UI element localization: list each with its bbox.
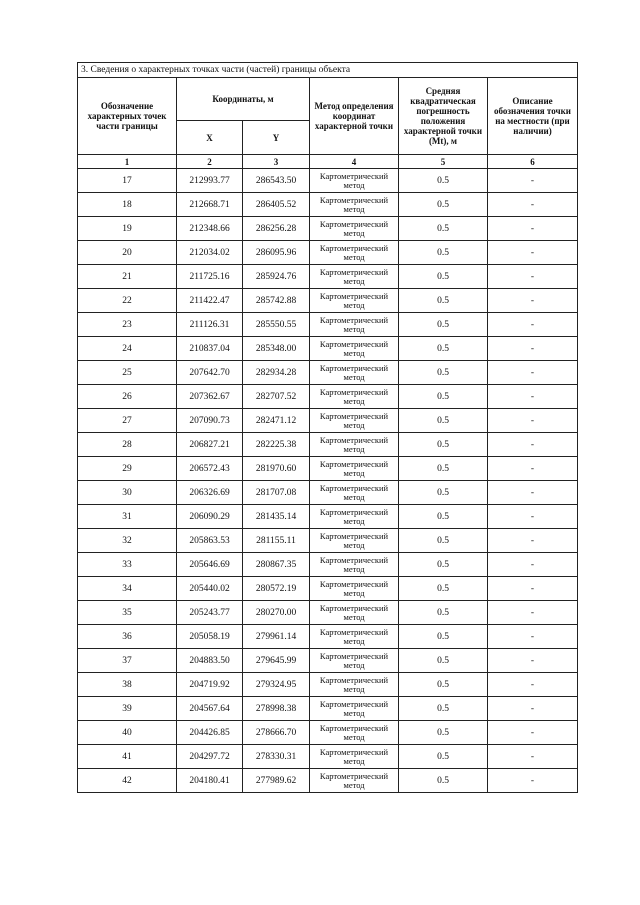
error-cell: 0.5 [399,361,488,385]
description-cell: - [488,745,578,769]
coord-y-cell: 286095.96 [243,241,310,265]
description-cell: - [488,385,578,409]
error-cell: 0.5 [399,745,488,769]
point-id-cell: 19 [78,217,177,241]
method-cell: Картометрический метод [310,289,399,313]
coord-x-cell: 212668.71 [177,193,243,217]
coord-x-cell: 206090.29 [177,505,243,529]
header-error: Средняя квадратическая погрешность положения характерной точки (Mt), м [399,78,488,155]
error-cell: 0.5 [399,649,488,673]
coord-x-cell: 204567.64 [177,697,243,721]
coord-x-cell: 206326.69 [177,481,243,505]
coord-y-cell: 279645.99 [243,649,310,673]
coord-x-cell: 212034.02 [177,241,243,265]
description-cell: - [488,601,578,625]
column-number: 3 [243,155,310,169]
point-id-cell: 40 [78,721,177,745]
method-cell: Картометрический метод [310,721,399,745]
column-number: 4 [310,155,399,169]
coord-y-cell: 285742.88 [243,289,310,313]
boundary-points-table [77,62,578,793]
description-cell: - [488,289,578,313]
coord-x-cell: 204883.50 [177,649,243,673]
table-row [78,649,578,673]
coord-y-cell: 286543.50 [243,169,310,193]
error-cell: 0.5 [399,697,488,721]
description-cell: - [488,361,578,385]
header-point: Обозначение характерных точек части границы [78,78,177,155]
table-row [78,385,578,409]
coord-x-cell: 207362.67 [177,385,243,409]
point-id-cell: 42 [78,769,177,793]
coord-x-cell: 205646.69 [177,553,243,577]
error-cell: 0.5 [399,721,488,745]
method-cell: Картометрический метод [310,265,399,289]
error-cell: 0.5 [399,505,488,529]
method-cell: Картометрический метод [310,745,399,769]
coord-x-cell: 205058.19 [177,625,243,649]
header-method: Метод определения координат характерной точки [310,78,399,155]
table-row [78,217,578,241]
column-number: 2 [177,155,243,169]
description-cell: - [488,625,578,649]
error-cell: 0.5 [399,241,488,265]
coord-x-cell: 211126.31 [177,313,243,337]
point-id-cell: 36 [78,625,177,649]
table-row [78,409,578,433]
header-y: Y [243,121,310,155]
method-cell: Картометрический метод [310,337,399,361]
coord-x-cell: 210837.04 [177,337,243,361]
table-row [78,505,578,529]
description-cell: - [488,553,578,577]
point-id-cell: 35 [78,601,177,625]
table-row [78,289,578,313]
coord-y-cell: 278666.70 [243,721,310,745]
table-row [78,313,578,337]
coord-x-cell: 207642.70 [177,361,243,385]
description-cell: - [488,457,578,481]
point-id-cell: 20 [78,241,177,265]
error-cell: 0.5 [399,769,488,793]
description-cell: - [488,697,578,721]
coord-x-cell: 206827.21 [177,433,243,457]
point-id-cell: 38 [78,673,177,697]
description-cell: - [488,433,578,457]
method-cell: Картометрический метод [310,385,399,409]
description-cell: - [488,265,578,289]
coord-y-cell: 280572.19 [243,577,310,601]
column-number: 6 [488,155,578,169]
method-cell: Картометрический метод [310,601,399,625]
error-cell: 0.5 [399,529,488,553]
table-row [78,241,578,265]
method-cell: Картометрический метод [310,433,399,457]
method-cell: Картометрический метод [310,169,399,193]
error-cell: 0.5 [399,193,488,217]
coord-y-cell: 281970.60 [243,457,310,481]
table-row [78,529,578,553]
point-id-cell: 29 [78,457,177,481]
error-cell: 0.5 [399,217,488,241]
header-desc: Описание обозначения точки на местности (при наличии) [488,78,578,155]
error-cell: 0.5 [399,481,488,505]
description-cell: - [488,505,578,529]
coord-x-cell: 206572.43 [177,457,243,481]
table-row [78,265,578,289]
point-id-cell: 28 [78,433,177,457]
coord-y-cell: 282934.28 [243,361,310,385]
table-row [78,697,578,721]
error-cell: 0.5 [399,457,488,481]
coord-y-cell: 279324.95 [243,673,310,697]
method-cell: Картометрический метод [310,193,399,217]
point-id-cell: 32 [78,529,177,553]
error-cell: 0.5 [399,265,488,289]
table-row [78,337,578,361]
description-cell: - [488,769,578,793]
table-row [78,553,578,577]
table-row [78,745,578,769]
table-row [78,481,578,505]
error-cell: 0.5 [399,553,488,577]
coord-y-cell: 286405.52 [243,193,310,217]
table-row [78,601,578,625]
description-cell: - [488,409,578,433]
point-id-cell: 26 [78,385,177,409]
method-cell: Картометрический метод [310,505,399,529]
method-cell: Картометрический метод [310,649,399,673]
coord-x-cell: 211422.47 [177,289,243,313]
point-id-cell: 23 [78,313,177,337]
point-id-cell: 18 [78,193,177,217]
method-cell: Картометрический метод [310,217,399,241]
coord-y-cell: 282707.52 [243,385,310,409]
description-cell: - [488,313,578,337]
method-cell: Картометрический метод [310,673,399,697]
point-id-cell: 39 [78,697,177,721]
column-numbers-row [78,155,578,169]
coord-x-cell: 211725.16 [177,265,243,289]
coord-y-cell: 277989.62 [243,769,310,793]
column-number: 1 [78,155,177,169]
table-row [78,433,578,457]
table-row [78,625,578,649]
method-cell: Картометрический метод [310,529,399,553]
table-row [78,673,578,697]
description-cell: - [488,169,578,193]
table-row [78,169,578,193]
coord-y-cell: 281155.11 [243,529,310,553]
method-cell: Картометрический метод [310,241,399,265]
coord-y-cell: 285924.76 [243,265,310,289]
method-cell: Картометрический метод [310,313,399,337]
error-cell: 0.5 [399,433,488,457]
description-cell: - [488,529,578,553]
coord-x-cell: 207090.73 [177,409,243,433]
point-id-cell: 37 [78,649,177,673]
point-id-cell: 27 [78,409,177,433]
error-cell: 0.5 [399,169,488,193]
table-row [78,193,578,217]
description-cell: - [488,649,578,673]
header-coords: Координаты, м [177,78,310,121]
header-x: X [177,121,243,155]
coord-y-cell: 278330.31 [243,745,310,769]
method-cell: Картометрический метод [310,481,399,505]
coord-y-cell: 285348.00 [243,337,310,361]
coord-x-cell: 212348.66 [177,217,243,241]
description-cell: - [488,337,578,361]
coord-y-cell: 279961.14 [243,625,310,649]
error-cell: 0.5 [399,673,488,697]
coord-x-cell: 204426.85 [177,721,243,745]
point-id-cell: 34 [78,577,177,601]
coord-x-cell: 205440.02 [177,577,243,601]
section-title: 3. Сведения о характерных точках части (частей) границы объекта [78,63,578,78]
point-id-cell: 24 [78,337,177,361]
description-cell: - [488,241,578,265]
table-row [78,577,578,601]
error-cell: 0.5 [399,337,488,361]
section-title-row [78,63,578,78]
coord-y-cell: 281435.14 [243,505,310,529]
point-id-cell: 25 [78,361,177,385]
coord-x-cell: 212993.77 [177,169,243,193]
coord-y-cell: 280867.35 [243,553,310,577]
coord-y-cell: 282225.38 [243,433,310,457]
method-cell: Картометрический метод [310,361,399,385]
table-row [78,457,578,481]
method-cell: Картометрический метод [310,409,399,433]
description-cell: - [488,721,578,745]
error-cell: 0.5 [399,385,488,409]
coord-y-cell: 278998.38 [243,697,310,721]
coord-y-cell: 286256.28 [243,217,310,241]
method-cell: Картометрический метод [310,457,399,481]
table-row [78,361,578,385]
coord-x-cell: 205243.77 [177,601,243,625]
method-cell: Картометрический метод [310,577,399,601]
coord-x-cell: 204719.92 [177,673,243,697]
point-id-cell: 31 [78,505,177,529]
description-cell: - [488,217,578,241]
method-cell: Картометрический метод [310,553,399,577]
coord-x-cell: 204180.41 [177,769,243,793]
table-row [78,721,578,745]
error-cell: 0.5 [399,625,488,649]
table-row [78,769,578,793]
error-cell: 0.5 [399,289,488,313]
header-row-1 [78,78,578,121]
point-id-cell: 33 [78,553,177,577]
coord-x-cell: 204297.72 [177,745,243,769]
coord-x-cell: 205863.53 [177,529,243,553]
method-cell: Картометрический метод [310,625,399,649]
description-cell: - [488,481,578,505]
coord-y-cell: 281707.08 [243,481,310,505]
coord-y-cell: 282471.12 [243,409,310,433]
error-cell: 0.5 [399,409,488,433]
description-cell: - [488,193,578,217]
error-cell: 0.5 [399,601,488,625]
point-id-cell: 17 [78,169,177,193]
error-cell: 0.5 [399,577,488,601]
point-id-cell: 22 [78,289,177,313]
method-cell: Картометрический метод [310,769,399,793]
point-id-cell: 21 [78,265,177,289]
error-cell: 0.5 [399,313,488,337]
point-id-cell: 41 [78,745,177,769]
description-cell: - [488,673,578,697]
coord-y-cell: 280270.00 [243,601,310,625]
coord-y-cell: 285550.55 [243,313,310,337]
column-number: 5 [399,155,488,169]
method-cell: Картометрический метод [310,697,399,721]
point-id-cell: 30 [78,481,177,505]
description-cell: - [488,577,578,601]
